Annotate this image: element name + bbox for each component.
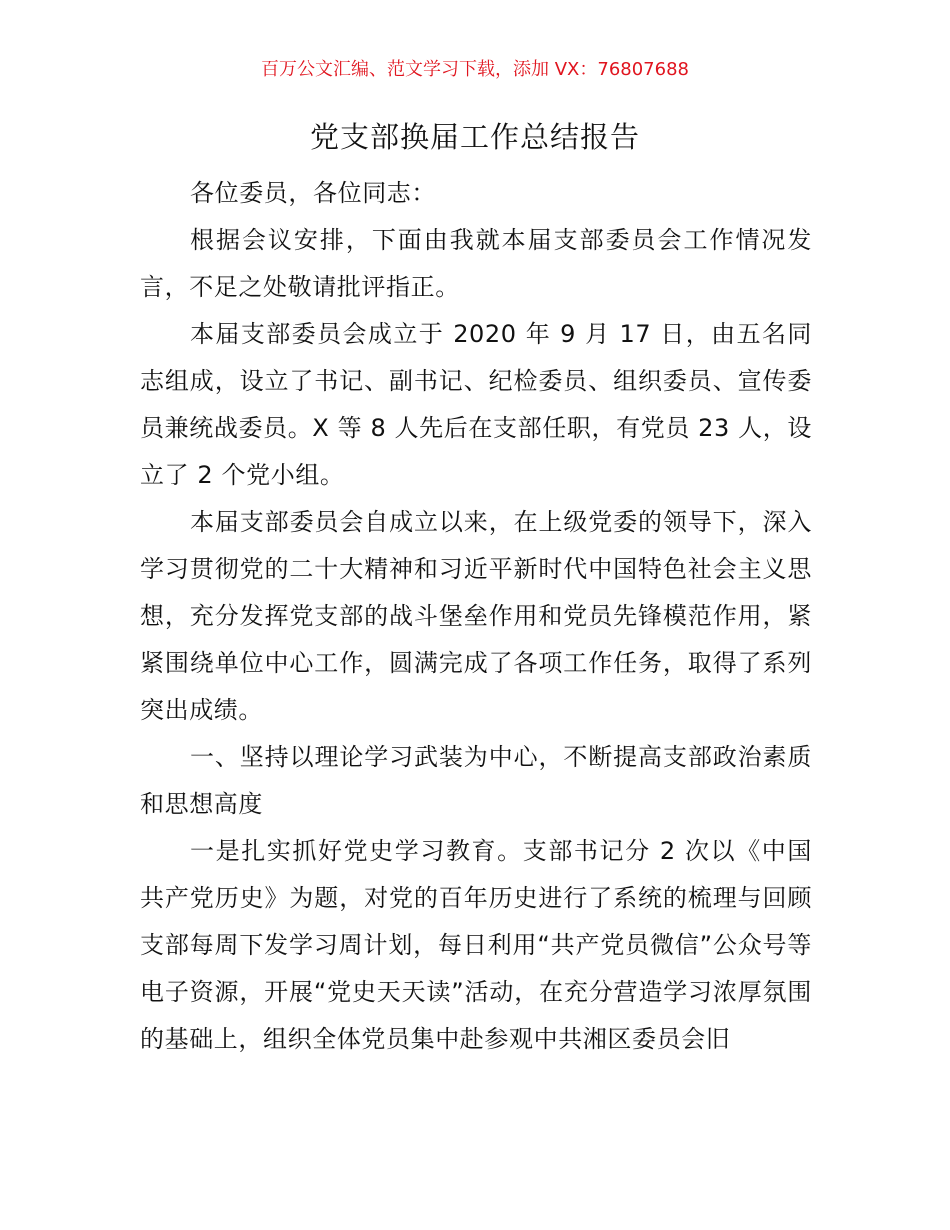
paragraph-opening: 根据会议安排，下面由我就本届支部委员会工作情况发言，不足之处敬请批评指正。 [140,226,812,301]
paragraph-achievements: 本届支部委员会自成立以来，在上级党委的领导下，深入学习贯彻党的二十大精神和习近平新时代中国特色社会主义思想，充分发挥党支部的战斗堡垒作用和党员先锋模范作用，紧紧围绕单位中心工作，圆满完成了各项工作任务，取得了系列突出成绩。 [140,508,812,724]
header-banner: 百万公文汇编、范文学习下载，添加 VX：76807688 [261,59,689,80]
paragraph-salutation: 各位委员，各位同志： [190,179,436,207]
document-title: 党支部换届工作总结报告 [309,120,640,154]
paragraph-party-history-study: 一是扎实抓好党史学习教育。支部书记分 2 次以《中国共产党历史》为题，对党的百年历史进行了系统的梳理与回顾支部每周下发学习周计划，每日利用“共产党员微信”公众号等电子资源，开展“党史天天读”活动，在充分营造学习浓厚氛围的基础上，组织全体党员集中赴参观中共湘区委员会旧 [140,837,812,1053]
section-heading-1: 一、坚持以理论学习武装为中心，不断提高支部政治素质和思想高度 [140,743,812,818]
document-body [140,170,812,1063]
paragraph-committee-info: 本届支部委员会成立于 2020 年 9 月 17 日，由五名同志组成，设立了书记、副书记、纪检委员、组织委员、宣传委员兼统战委员。X 等 8 人先后在支部任职，有党员 23 人，设立了 2 个党小组。 [140,320,812,489]
